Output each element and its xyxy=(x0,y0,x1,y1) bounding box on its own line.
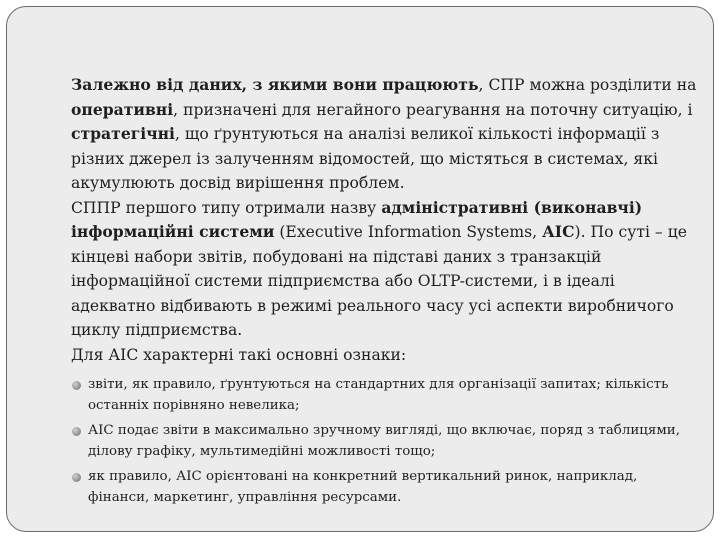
bullet-dot-icon xyxy=(72,427,81,436)
bullet-dot-icon xyxy=(72,473,81,482)
bullet-item xyxy=(71,375,699,416)
bullet-text: як правило, АІС орієнтовані на конкретний вертикальний ринок, наприклад, фінанси, маркетинг, управління ресурсами. xyxy=(88,469,638,505)
paragraph-text: , що ґрунтуються на аналізі великої кількості інформації з різних джерел із залученням відомостей, що містяться в системах, які акумулюють досвід вирішення проблем. xyxy=(71,125,660,192)
term-ais-abbr: АІС xyxy=(542,222,575,241)
bullet-item xyxy=(71,467,699,508)
paragraph-text: ). По суті – це кінцеві набори звітів, побудовані на підставі даних з транзакцій інформаційної системи підприємства або OLTP-системи, і в ідеалі адекватно відбивають в режимі реального часу усі аспекти виробничого циклу підприємства. xyxy=(71,223,687,339)
bullet-list xyxy=(71,375,699,508)
paragraph-text: (Executive Information Systems, xyxy=(274,223,543,241)
bullet-dot-icon xyxy=(72,381,81,390)
paragraph-ais-features-intro: Для АІС характерні такі основні ознаки: xyxy=(71,345,407,364)
paragraph-text: , СПР можна розділити на xyxy=(478,76,697,94)
term-operative: оперативні xyxy=(71,99,174,119)
bullet-text: звіти, як правило, ґрунтуються на стандартних для організації запитах; кількість останніх порівняно невелика; xyxy=(88,377,669,413)
paragraph-text: СППР першого типу отримали назву xyxy=(71,198,382,217)
bullet-text: АІС подає звіти в максимально зручному вигляді, що включає, поряд з таблицями, ділову графіку, мультимедійні можливості тощо; xyxy=(88,423,680,459)
lead-phrase: Залежно від даних, з якими вони працюють xyxy=(71,75,479,94)
slide-content xyxy=(71,73,699,513)
paragraph-dss-classification xyxy=(71,73,699,196)
paragraph-ais-definition xyxy=(71,196,699,343)
bullet-item xyxy=(71,421,699,462)
term-ais: адміністративні (виконавчі) інформаційні системи xyxy=(71,197,643,241)
term-strategic: стратегічні xyxy=(71,124,175,143)
slide-frame xyxy=(6,6,714,532)
paragraph-text: , призначені для негайного реагування на поточну ситуацію, і xyxy=(173,100,693,119)
